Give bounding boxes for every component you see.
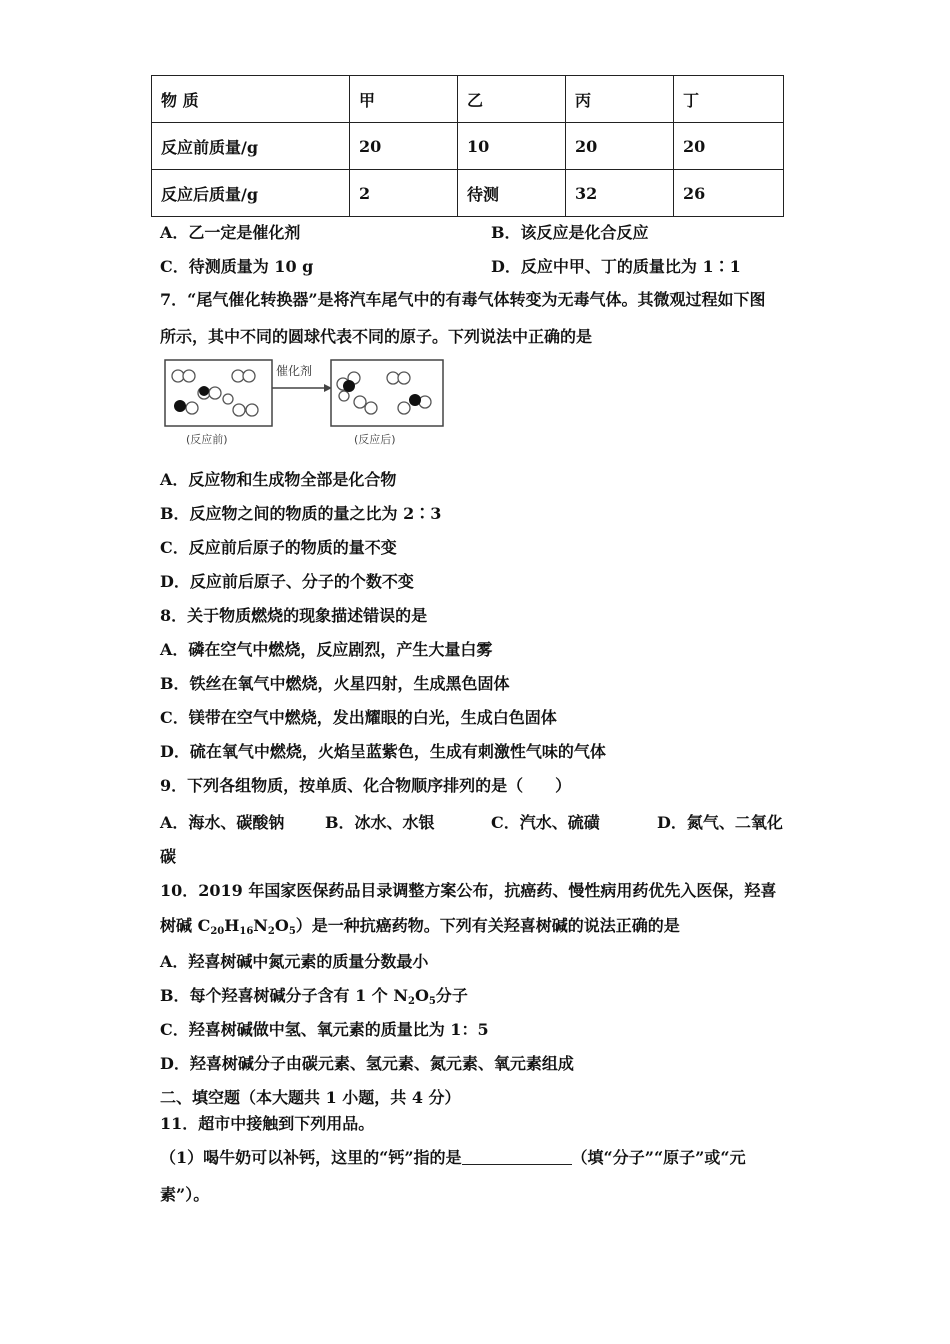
formula-sub: 16 xyxy=(239,926,254,937)
q10-stem-line2 xyxy=(160,914,680,944)
formula-sub: 20 xyxy=(210,926,225,937)
q11-part1-continued: 素”）。 xyxy=(160,1185,210,1204)
q7-option-c[interactable]: C．反应前后原子的物质的量不变 xyxy=(160,538,397,557)
mass-table xyxy=(151,75,784,217)
q10-option-b[interactable] xyxy=(160,984,468,1014)
table-cell: 丁 xyxy=(674,76,784,123)
table-row xyxy=(152,123,784,170)
before-box xyxy=(165,360,272,426)
formula-element: N xyxy=(253,916,268,935)
table-cell: 20 xyxy=(566,123,674,170)
table-cell: 32 xyxy=(566,170,674,217)
table-header-row xyxy=(152,76,784,123)
q8-stem: 8．关于物质燃烧的现象描述错误的是 xyxy=(160,606,428,625)
after-label: (反应后) xyxy=(354,433,396,446)
q9-stem: 9．下列各组物质，按单质、化合物顺序排列的是（ ） xyxy=(160,776,572,795)
table-cell: 20 xyxy=(350,123,458,170)
q10-b-post: 分子 xyxy=(435,986,468,1005)
q11-part1-post: （填“分子”“原子”或“元 xyxy=(571,1148,746,1167)
q6-option-d[interactable]: D．反应中甲、丁的质量比为 1∶1 xyxy=(491,257,741,276)
formula-sub: 2 xyxy=(267,926,275,937)
q8-option-a[interactable]: A．磷在空气中燃烧，反应剧烈，产生大量白雾 xyxy=(160,640,493,659)
table-cell: 反应前质量/g xyxy=(152,123,350,170)
q7-option-b[interactable]: B．反应物之间的物质的量之比为 2∶3 xyxy=(160,504,442,523)
table-cell: 丙 xyxy=(566,76,674,123)
q7-option-d[interactable]: D．反应前后原子、分子的个数不变 xyxy=(160,572,414,591)
before-label: (反应前) xyxy=(186,433,228,446)
q8-option-b[interactable]: B．铁丝在氧气中燃烧，火星四射，生成黑色固体 xyxy=(160,674,510,693)
q10-option-c[interactable]: C．羟喜树碱做中氢、氧元素的质量比为 1：5 xyxy=(160,1020,489,1039)
q8-option-c[interactable]: C．镁带在空气中燃烧，发出耀眼的白光，生成白色固体 xyxy=(160,708,557,727)
table-cell: 待测 xyxy=(458,170,566,217)
q10-option-a[interactable]: A．羟喜树碱中氮元素的质量分数最小 xyxy=(160,952,429,971)
q10-stem-pre: 树碱 C xyxy=(160,916,211,935)
table-cell: 20 xyxy=(674,123,784,170)
table-cell: 10 xyxy=(458,123,566,170)
formula-sub: 5 xyxy=(428,996,436,1007)
q9-option-c[interactable]: C．汽水、硫磺 xyxy=(491,813,600,832)
q11-part1 xyxy=(160,1146,746,1170)
q10-option-d[interactable]: D．羟喜树碱分子由碳元素、氢元素、氮元素、氧元素组成 xyxy=(160,1054,574,1073)
formula-element: H xyxy=(224,916,240,935)
q9-option-b[interactable]: B．冰水、水银 xyxy=(325,813,435,832)
q9-option-d-continued: 碳 xyxy=(160,847,177,866)
q9-option-a[interactable]: A．海水、碳酸钠 xyxy=(160,813,285,832)
q10-stem-line1: 10．2019 年国家医保药品目录调整方案公布，抗癌药、慢性病用药优先入医保，羟喜 xyxy=(160,881,777,900)
catalyst-arrow xyxy=(272,363,332,392)
table-cell: 乙 xyxy=(458,76,566,123)
formula-sub: 2 xyxy=(408,996,415,1007)
q11-stem: 11．超市中接触到下列用品。 xyxy=(160,1114,375,1133)
table-cell: 26 xyxy=(674,170,784,217)
after-box xyxy=(331,360,443,426)
table-cell: 2 xyxy=(350,170,458,217)
formula-sub: 5 xyxy=(288,926,296,937)
section-title: 二、填空题（本大题共 1 小题，共 4 分） xyxy=(160,1088,461,1107)
q11-part1-pre: （1）喝牛奶可以补钙，这里的“钙”指的是 xyxy=(160,1148,462,1167)
q6-option-b[interactable]: B．该反应是化合反应 xyxy=(491,223,649,242)
q7-stem-line1: 7．“尾气催化转换器”是将汽车尾气中的有毒气体转变为无毒气体。其微观过程如下图 xyxy=(160,290,766,309)
q6-option-a[interactable]: A．乙一定是催化剂 xyxy=(160,223,301,242)
table-cell: 甲 xyxy=(350,76,458,123)
table-row xyxy=(152,170,784,217)
table-cell: 物 质 xyxy=(152,76,350,123)
q8-option-d[interactable]: D．硫在氧气中燃烧，火焰呈蓝紫色，生成有刺激性气味的气体 xyxy=(160,742,606,761)
formula-element: O xyxy=(274,916,289,935)
q7-option-a[interactable]: A．反应物和生成物全部是化合物 xyxy=(160,470,397,489)
answer-blank[interactable] xyxy=(462,1148,572,1165)
table-cell: 反应后质量/g xyxy=(152,170,350,217)
q7-stem-line2: 所示，其中不同的圆球代表不同的原子。下列说法中正确的是 xyxy=(160,327,593,346)
reaction-diagram xyxy=(164,358,446,450)
q10-stem-post: ）是一种抗癌药物。下列有关羟喜树碱的说法正确的是 xyxy=(295,916,680,935)
formula-element: O xyxy=(414,986,429,1005)
q10-b-pre: B．每个羟喜树碱分子含有 1 个 N xyxy=(160,986,408,1005)
q9-option-d[interactable]: D．氮气、二氧化 xyxy=(657,813,783,832)
q6-option-c[interactable]: C．待测质量为 10 g xyxy=(160,257,314,276)
catalyst-label: 催化剂 xyxy=(276,364,313,378)
